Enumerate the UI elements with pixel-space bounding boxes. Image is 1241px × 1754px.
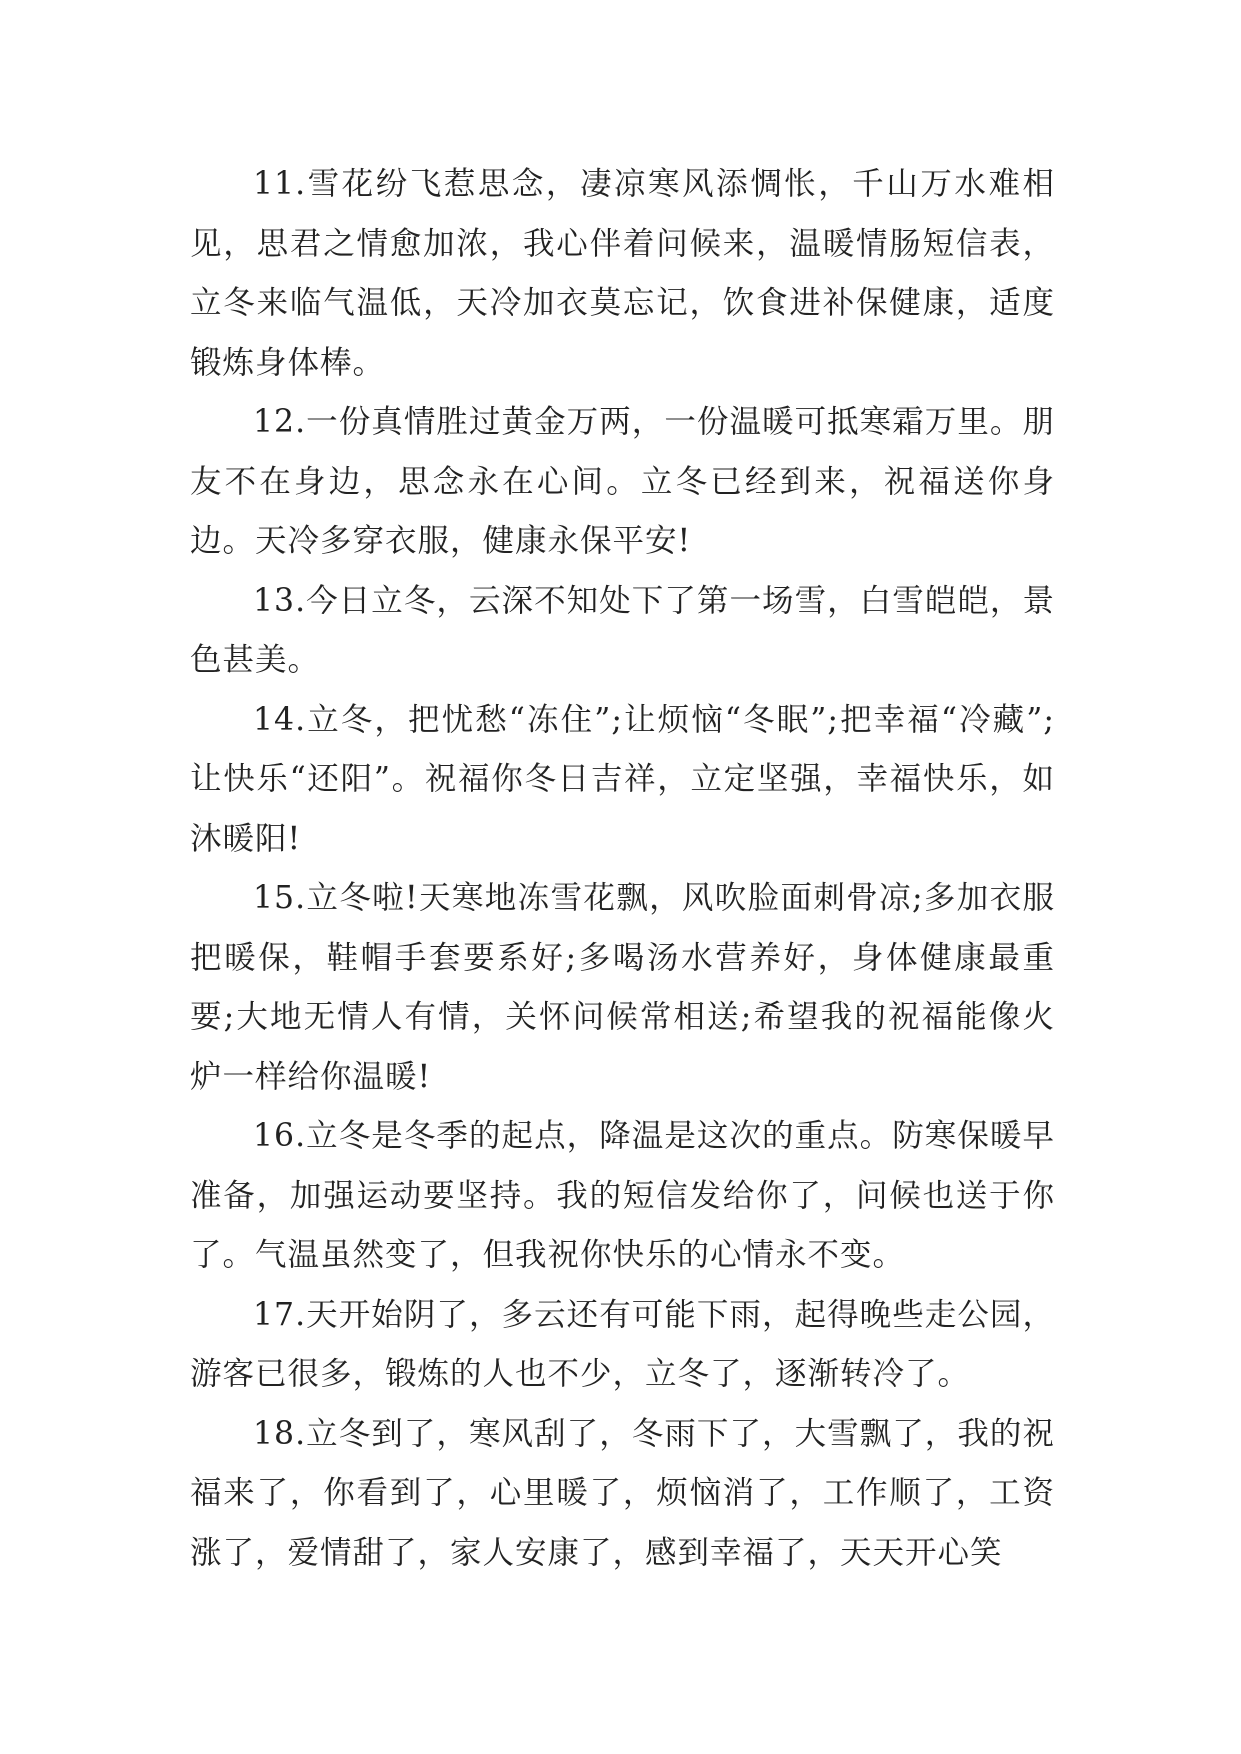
paragraph-13: 13.今日立冬，云深不知处下了第一场雪，白雪皑皑，景色甚美。 (190, 582, 1055, 678)
paragraph-12: 12.一份真情胜过黄金万两，一份温暖可抵寒霜万里。朋友不在身边，思念永在心间。立冬已经到来，祝福送你身边。天冷多穿衣服，健康永保平安! (190, 404, 1055, 559)
document-body (190, 155, 1055, 1583)
paragraph-11: 11.雪花纷飞惹思念，凄凉寒风添惆怅，千山万水难相见，思君之情愈加浓，我心伴着问候来，温暖情肠短信表，立冬来临气温低，天冷加衣莫忘记，饮食进补保健康，适度锻炼身体棒。 (190, 166, 1055, 381)
paragraph-14: 14.立冬，把忧愁“冻住”;让烦恼“冬眠”;把幸福“冷藏”;让快乐“还阳”。祝福你冬日吉祥，立定坚强，幸福快乐，如沐暖阳! (190, 701, 1055, 857)
paragraph-17: 17.天开始阴了，多云还有可能下雨，起得晚些走公园，游客已很多，锻炼的人也不少，立冬了，逐渐转冷了。 (190, 1296, 1055, 1392)
paragraph-15: 15.立冬啦!天寒地冻雪花飘，风吹脸面刺骨凉;多加衣服把暖保，鞋帽手套要系好;多喝汤水营养好，身体健康最重要;大地无情人有情，关怀问候常相送;希望我的祝福能像火炉一样给你温暖! (190, 880, 1055, 1095)
paragraph-18: 18.立冬到了，寒风刮了，冬雨下了，大雪飘了，我的祝福来了，你看到了，心里暖了，烦恼消了，工作顺了，工资涨了，爱情甜了，家人安康了，感到幸福了，天天开心笑 (190, 1415, 1055, 1571)
paragraph-16: 16.立冬是冬季的起点，降温是这次的重点。防寒保暖早准备，加强运动要坚持。我的短信发给你了，问候也送于你了。气温虽然变了，但我祝你快乐的心情永不变。 (190, 1118, 1055, 1273)
